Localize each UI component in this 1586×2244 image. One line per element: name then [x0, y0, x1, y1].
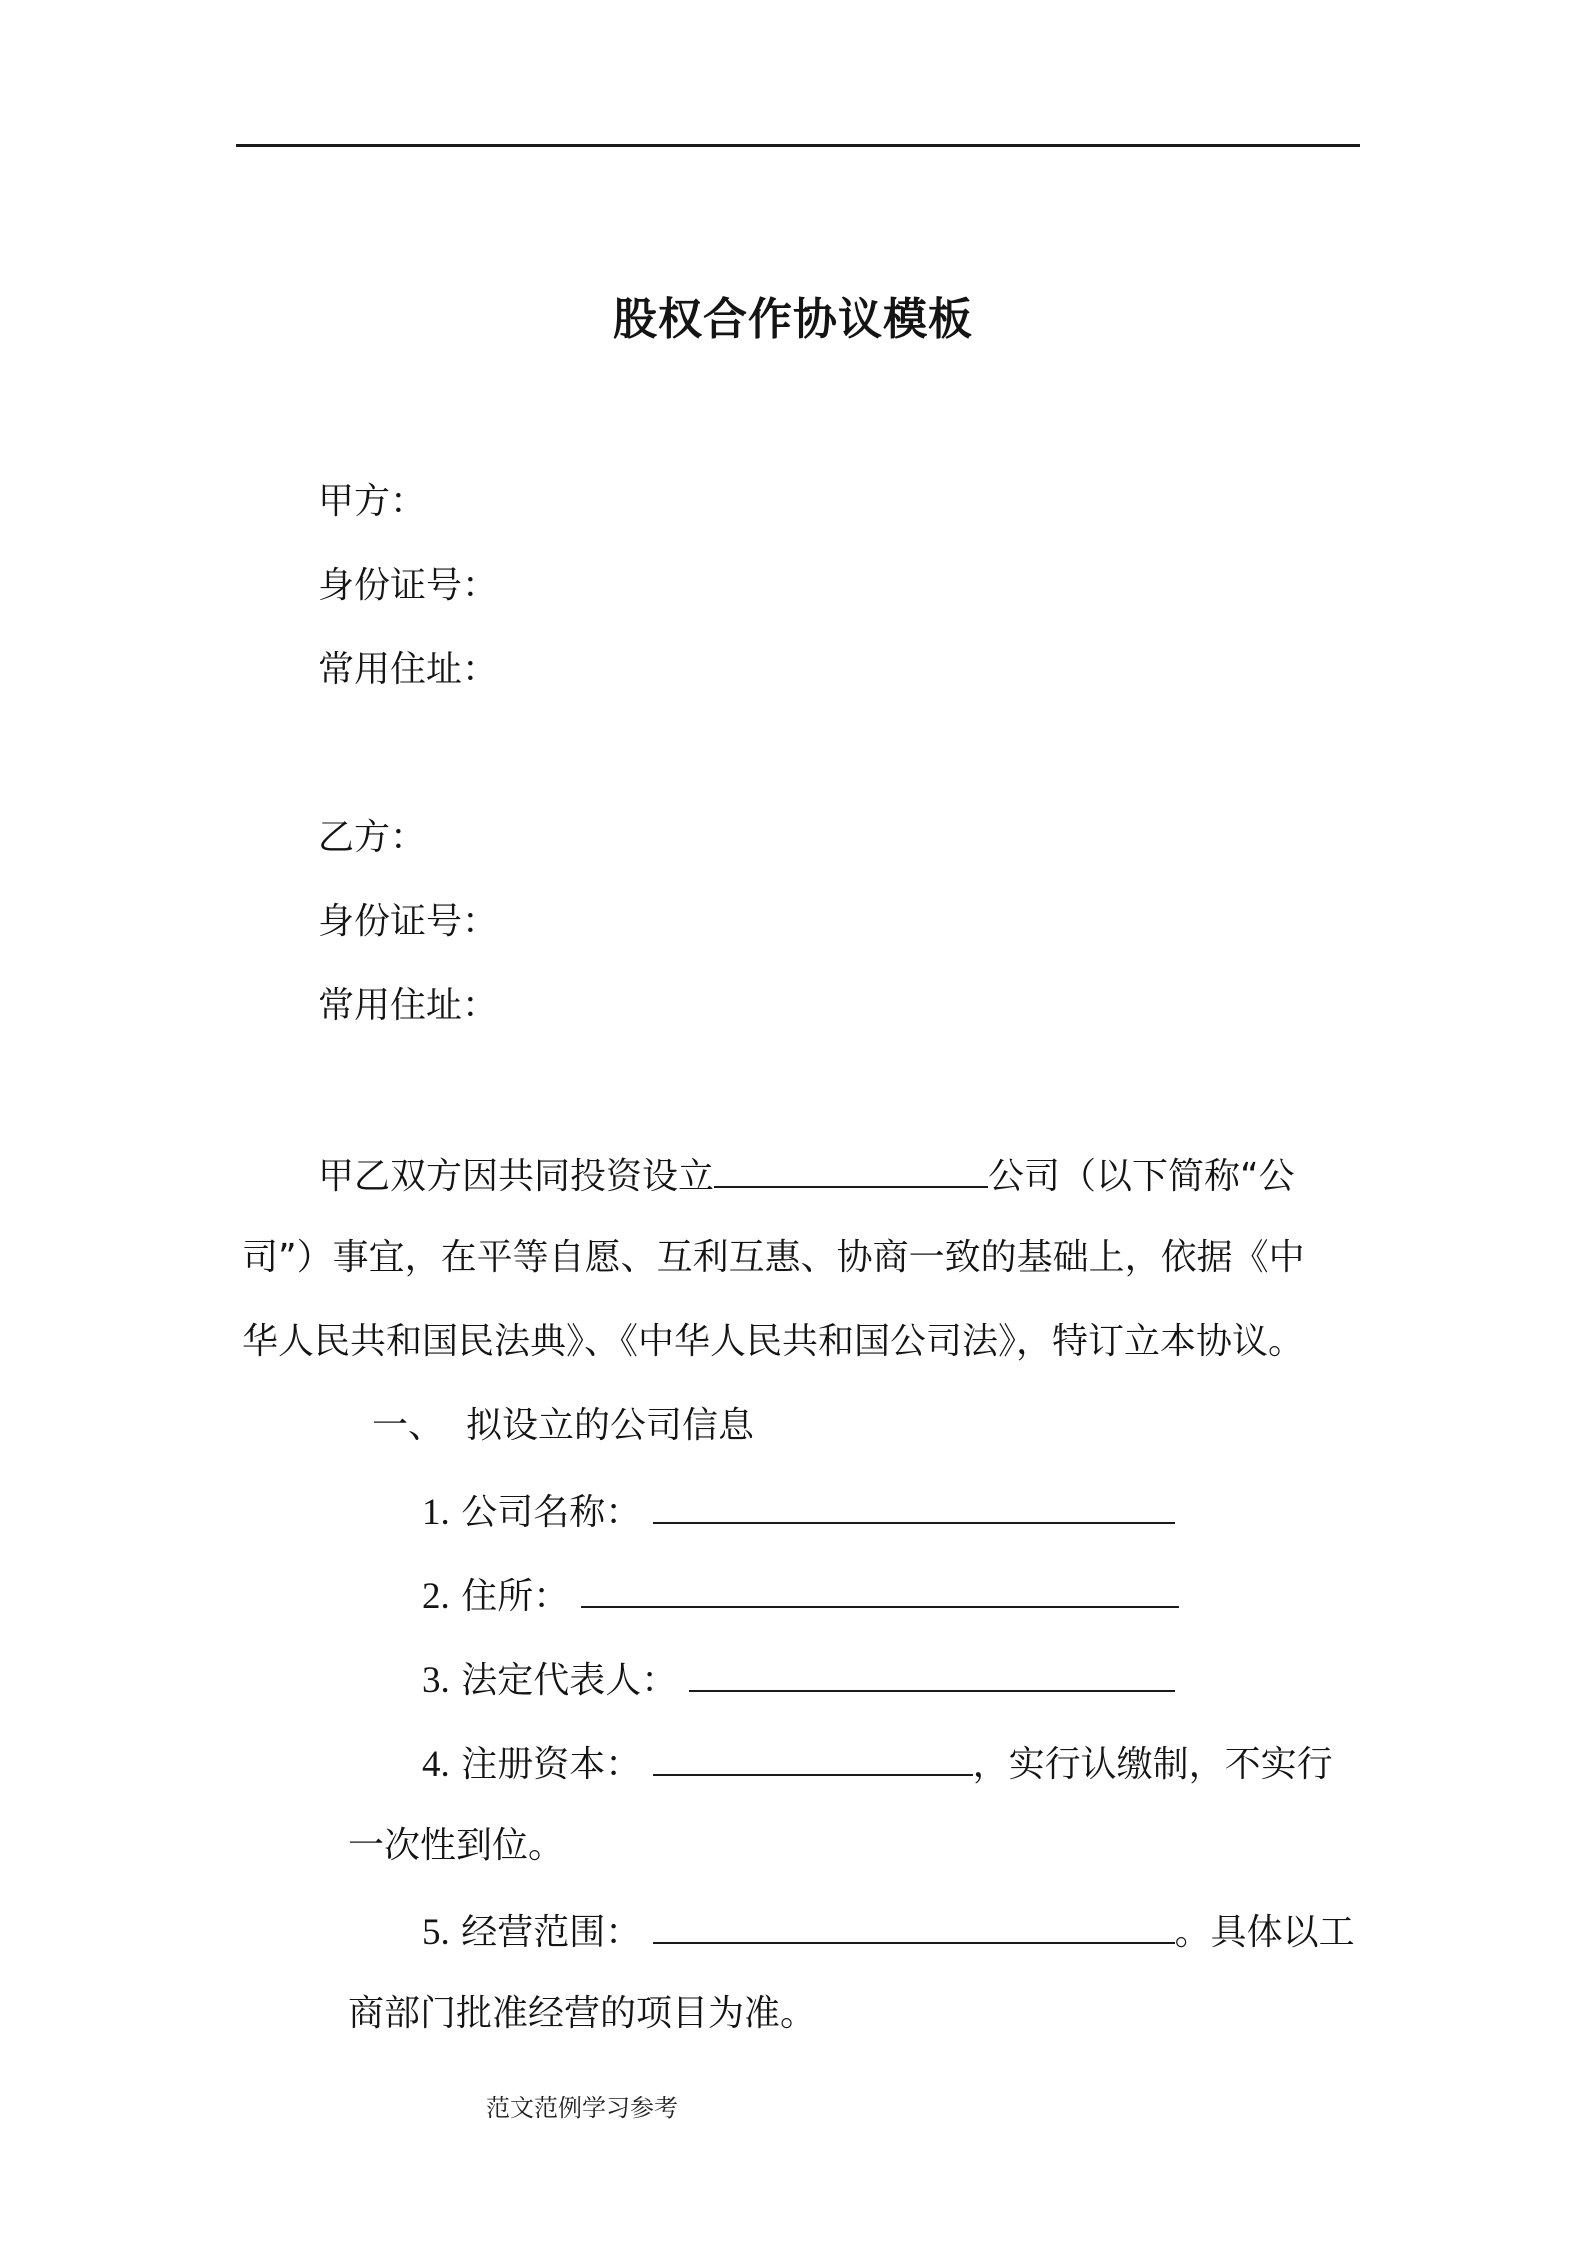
item-registered-capital — [422, 1738, 1333, 1789]
item-number: 5. — [422, 1912, 450, 1953]
item-registered-capital-continued: 一次性到位。 — [348, 1825, 565, 1866]
item-business-scope — [422, 1906, 1355, 1957]
section-1-heading — [372, 1402, 754, 1450]
company-name-blank[interactable] — [714, 1150, 988, 1188]
item-label: 公司名称： — [461, 1492, 642, 1533]
item-number: 1. — [422, 1492, 450, 1533]
party-a-id-label: 身份证号： — [318, 565, 499, 606]
legal-representative-field[interactable] — [689, 1654, 1175, 1692]
item-number: 4. — [422, 1744, 450, 1785]
party-b-address-label: 常用住址： — [318, 985, 499, 1026]
party-a-name-label: 甲方： — [318, 481, 427, 522]
party-a-address-label: 常用住址： — [318, 649, 499, 690]
item-number: 2. — [422, 1576, 450, 1617]
item-company-name — [422, 1486, 1175, 1537]
preamble-line-2: 司”）事宜，在平等自愿、互利互惠、协商一致的基础上，依据《中 — [242, 1237, 1305, 1278]
item-label: 法定代表人： — [461, 1660, 678, 1701]
section-1-number: 一、 — [372, 1405, 445, 1446]
address-field[interactable] — [581, 1570, 1179, 1608]
item-number: 3. — [422, 1660, 450, 1701]
preamble-text-before: 甲乙双方因共同投资设立 — [318, 1156, 715, 1197]
registered-capital-field[interactable] — [653, 1738, 973, 1776]
item-label: 经营范围： — [461, 1912, 642, 1953]
document-title: 股权合作协议模板 — [613, 294, 973, 345]
item-legal-representative — [422, 1654, 1175, 1705]
business-scope-field[interactable] — [653, 1906, 1175, 1944]
item-trailing-text: 。具体以工 — [1174, 1912, 1355, 1953]
item-label: 注册资本： — [461, 1744, 642, 1785]
party-b-name-label: 乙方： — [318, 817, 427, 858]
party-b-id-label: 身份证号： — [318, 901, 499, 942]
item-label: 住所： — [461, 1576, 570, 1617]
header-rule — [236, 144, 1360, 147]
page-footer: 范文范例学习参考 — [486, 2094, 678, 2122]
item-trailing-text: ，实行认缴制，不实行 — [972, 1744, 1333, 1785]
item-business-scope-continued: 商部门批准经营的项目为准。 — [348, 1993, 817, 2034]
preamble-line-1 — [318, 1150, 1295, 1201]
section-1-title: 拟设立的公司信息 — [466, 1405, 755, 1446]
item-address — [422, 1570, 1179, 1621]
preamble-line-3: 华人民共和国民法典》、《中华人民共和国公司法》，特订立本协议。 — [242, 1321, 1305, 1362]
preamble-text-after: 公司（以下简称“公 — [988, 1156, 1295, 1197]
company-name-field[interactable] — [653, 1486, 1175, 1524]
